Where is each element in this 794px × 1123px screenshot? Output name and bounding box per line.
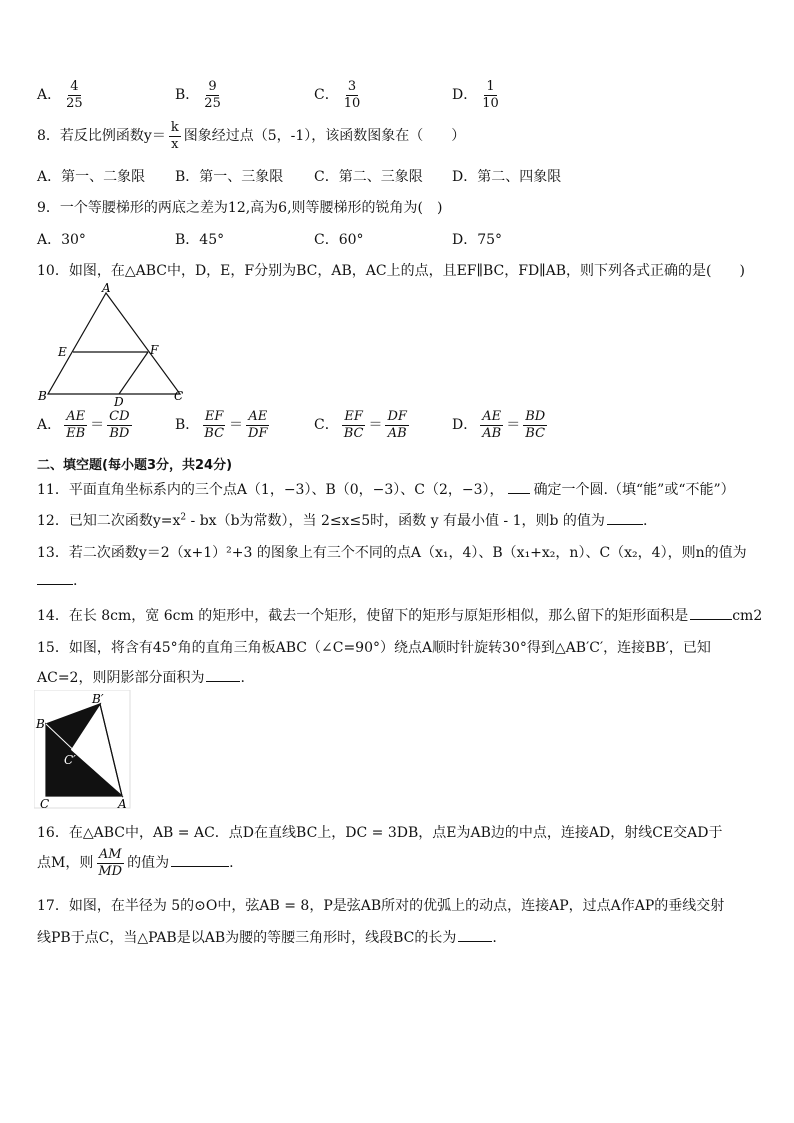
answer-blank[interactable]: [458, 929, 492, 942]
q14-stem: [37, 605, 762, 625]
fraction: [202, 80, 223, 110]
q10-triangle-figure: [34, 282, 194, 407]
q9-option-b: B．45°: [175, 232, 225, 248]
q12-text-post: .: [642, 513, 648, 529]
option-letter: A．: [37, 417, 62, 434]
q8-option-a: A．第一、二象限: [37, 169, 146, 185]
q8-option-c: C．第二、三象限: [314, 169, 423, 185]
denominator: BC: [525, 425, 546, 441]
q10-option-a: [37, 410, 135, 440]
label-c: C: [40, 797, 50, 811]
q10-stem: 10．如图，在△ABC中，D，E，F分别为BC，AB，AC上的点，且EF∥BC，FD∥AB，则下列各式正确的是( ): [37, 263, 745, 279]
q17-text-end: .: [492, 930, 497, 946]
q10-option-d: [452, 410, 550, 440]
option-letter: D．: [452, 417, 478, 434]
denominator: x: [171, 136, 179, 152]
q11-stem: [37, 479, 735, 499]
option-letter: D．: [452, 87, 478, 104]
q17-stem: 17．如图，在半径为 5的⊙O中，弦AB = 8，P是弦AB所对的优弧上的动点，连接AP，过点A作AP的垂线交射: [37, 898, 725, 914]
answer-blank[interactable]: [508, 481, 530, 494]
option-letter: C．: [314, 417, 339, 434]
q13-stem: 13．若二次函数y＝2（x+1）²+3 的图象上有三个不同的点A（x₁，4）、B（x₁+x₂，n）、C（x₂，4），则n的值为: [37, 545, 747, 561]
triangle-abc: [48, 293, 180, 394]
answer-blank[interactable]: [690, 607, 732, 620]
option-letter: B．: [175, 87, 200, 104]
fraction: [342, 80, 363, 110]
answer-blank[interactable]: [607, 512, 643, 525]
denominator: EB: [66, 425, 86, 441]
option-letter: C．: [314, 87, 339, 104]
q11-text-post: 确定一个圆.（填“能”或“不能”）: [533, 482, 735, 498]
label-b-prime: B′: [92, 692, 104, 706]
numerator: AE: [66, 409, 86, 424]
q17-text: 线PB于点C，当△PAB是以AB为腰的等腰三角形时，线段BC的长为: [37, 930, 457, 946]
section-heading: 二、填空题(每小题3分，共24分): [37, 458, 233, 473]
label-b: B: [38, 389, 47, 403]
segment-fd: [119, 352, 148, 394]
label-c-prime: C′: [64, 753, 76, 767]
denominator: AB: [387, 425, 407, 441]
q7-option-d: [452, 80, 504, 110]
numerator: BD: [525, 409, 546, 424]
denominator: MD: [98, 863, 123, 879]
equals-sign: ＝: [229, 417, 244, 434]
q15-line2: [37, 667, 245, 687]
q8-text-post: 图象经过点（5，-1），该函数图象在（ ）: [183, 128, 466, 145]
q8-option-d: D．第二、四象限: [452, 169, 562, 185]
q12-text-pre: 12．已知二次函数y=x: [37, 513, 181, 529]
q14-unit: cm2: [732, 608, 763, 624]
option-letter: B．: [175, 417, 200, 434]
q9-option-c: C．60°: [314, 232, 364, 248]
q11-text-pre: 11．平面直角坐标系内的三个点A（1，−3）、B（0，−3）、C（2，−3），: [37, 482, 504, 498]
numerator: EF: [204, 409, 224, 424]
fraction: [246, 410, 269, 440]
option-letter: A．: [37, 87, 62, 104]
q8-option-b: B．第一、三象限: [175, 169, 284, 185]
q15-text-pre: AC=2，则阴影部分面积为: [37, 670, 205, 686]
q7-option-b: [175, 80, 226, 110]
denominator: BD: [109, 425, 130, 441]
q10-option-b: [175, 410, 273, 440]
answer-blank[interactable]: [171, 854, 229, 867]
answer-blank[interactable]: [37, 572, 73, 585]
denominator: BC: [343, 425, 364, 441]
numerator: k: [170, 120, 179, 135]
equals-sign: ＝: [368, 417, 383, 434]
q13-answer-line: [37, 572, 77, 589]
q8-text-pre: 8．若反比例函数y＝: [37, 128, 166, 145]
denominator: 10: [482, 95, 499, 111]
label-a: A: [118, 797, 127, 811]
q16-text-end: .: [229, 855, 234, 872]
q16-stem: 16．在△ABC中，AB = AC．点D在直线BC上，DC = 3DB，点E为AB边的中点，连接AD，射线CE交AD于: [37, 825, 723, 841]
q16-text-pre: 点M，则: [37, 855, 94, 872]
numerator: 4: [70, 79, 79, 94]
q9-option-a: A．30°: [37, 232, 86, 248]
fraction: [342, 410, 366, 440]
q15-stem: 15．如图，将含有45°角的直角三角板ABC（∠C=90°）绕点A顺时针旋转30°得到△AB′C′，连接BB′，已知: [37, 640, 711, 656]
label-e: E: [58, 345, 67, 359]
q8-stem: [37, 121, 465, 151]
numerator: DF: [387, 409, 407, 424]
label-d: D: [114, 395, 124, 407]
numerator: AE: [482, 409, 502, 424]
numerator: 3: [347, 79, 357, 94]
label-a: A: [102, 282, 111, 295]
denominator: DF: [248, 425, 268, 441]
denominator: 25: [204, 95, 221, 111]
fraction: [107, 410, 131, 440]
label-b: B: [36, 717, 45, 731]
q10-option-c: [314, 410, 412, 440]
q13-text-post: .: [73, 573, 78, 589]
fraction: [202, 410, 226, 440]
q7-option-c: [314, 80, 365, 110]
fraction: [169, 121, 181, 151]
numerator: 9: [208, 79, 217, 94]
fraction: [385, 410, 408, 440]
label-f: F: [150, 343, 159, 357]
numerator: EF: [344, 409, 363, 424]
q7-option-a: [37, 80, 88, 110]
equals-sign: ＝: [506, 417, 521, 434]
numerator: CD: [109, 409, 130, 424]
label-c: C: [174, 389, 184, 403]
q16-line2: [37, 848, 234, 878]
answer-blank[interactable]: [206, 669, 240, 682]
equals-sign: ＝: [90, 417, 105, 434]
fraction: [64, 80, 85, 110]
q17-line2: [37, 927, 497, 947]
fraction: [64, 410, 87, 440]
fraction: [523, 410, 547, 440]
q15-rotation-figure: [34, 690, 134, 812]
q16-text-post: 的值为: [127, 855, 170, 872]
numerator: AE: [248, 409, 268, 424]
numerator: AM: [98, 847, 122, 862]
q14-text-pre: 14．在长 8cm，宽 6cm 的矩形中，截去一个矩形，使留下的矩形与原矩形相似，那么留下的矩形面积是: [37, 608, 689, 624]
fraction: [96, 848, 124, 878]
numerator: 1: [486, 79, 495, 94]
fraction: [480, 80, 501, 110]
denominator: BC: [204, 425, 225, 441]
fraction: [480, 410, 503, 440]
q12-exponent: 2: [180, 512, 187, 523]
q9-stem: 9．一个等腰梯形的两底之差为12,高为6,则等腰梯形的锐角为( ): [37, 200, 443, 216]
q9-option-d: D．75°: [452, 232, 503, 248]
q15-text-post: .: [240, 670, 245, 686]
q12-text-mid: - bx（b为常数），当 2≤x≤5时，函数 y 有最小值 - 1，则b 的值为: [186, 513, 605, 529]
denominator: 10: [343, 95, 361, 111]
q12-stem: [37, 510, 647, 530]
denominator: AB: [482, 425, 502, 441]
denominator: 25: [66, 95, 83, 111]
